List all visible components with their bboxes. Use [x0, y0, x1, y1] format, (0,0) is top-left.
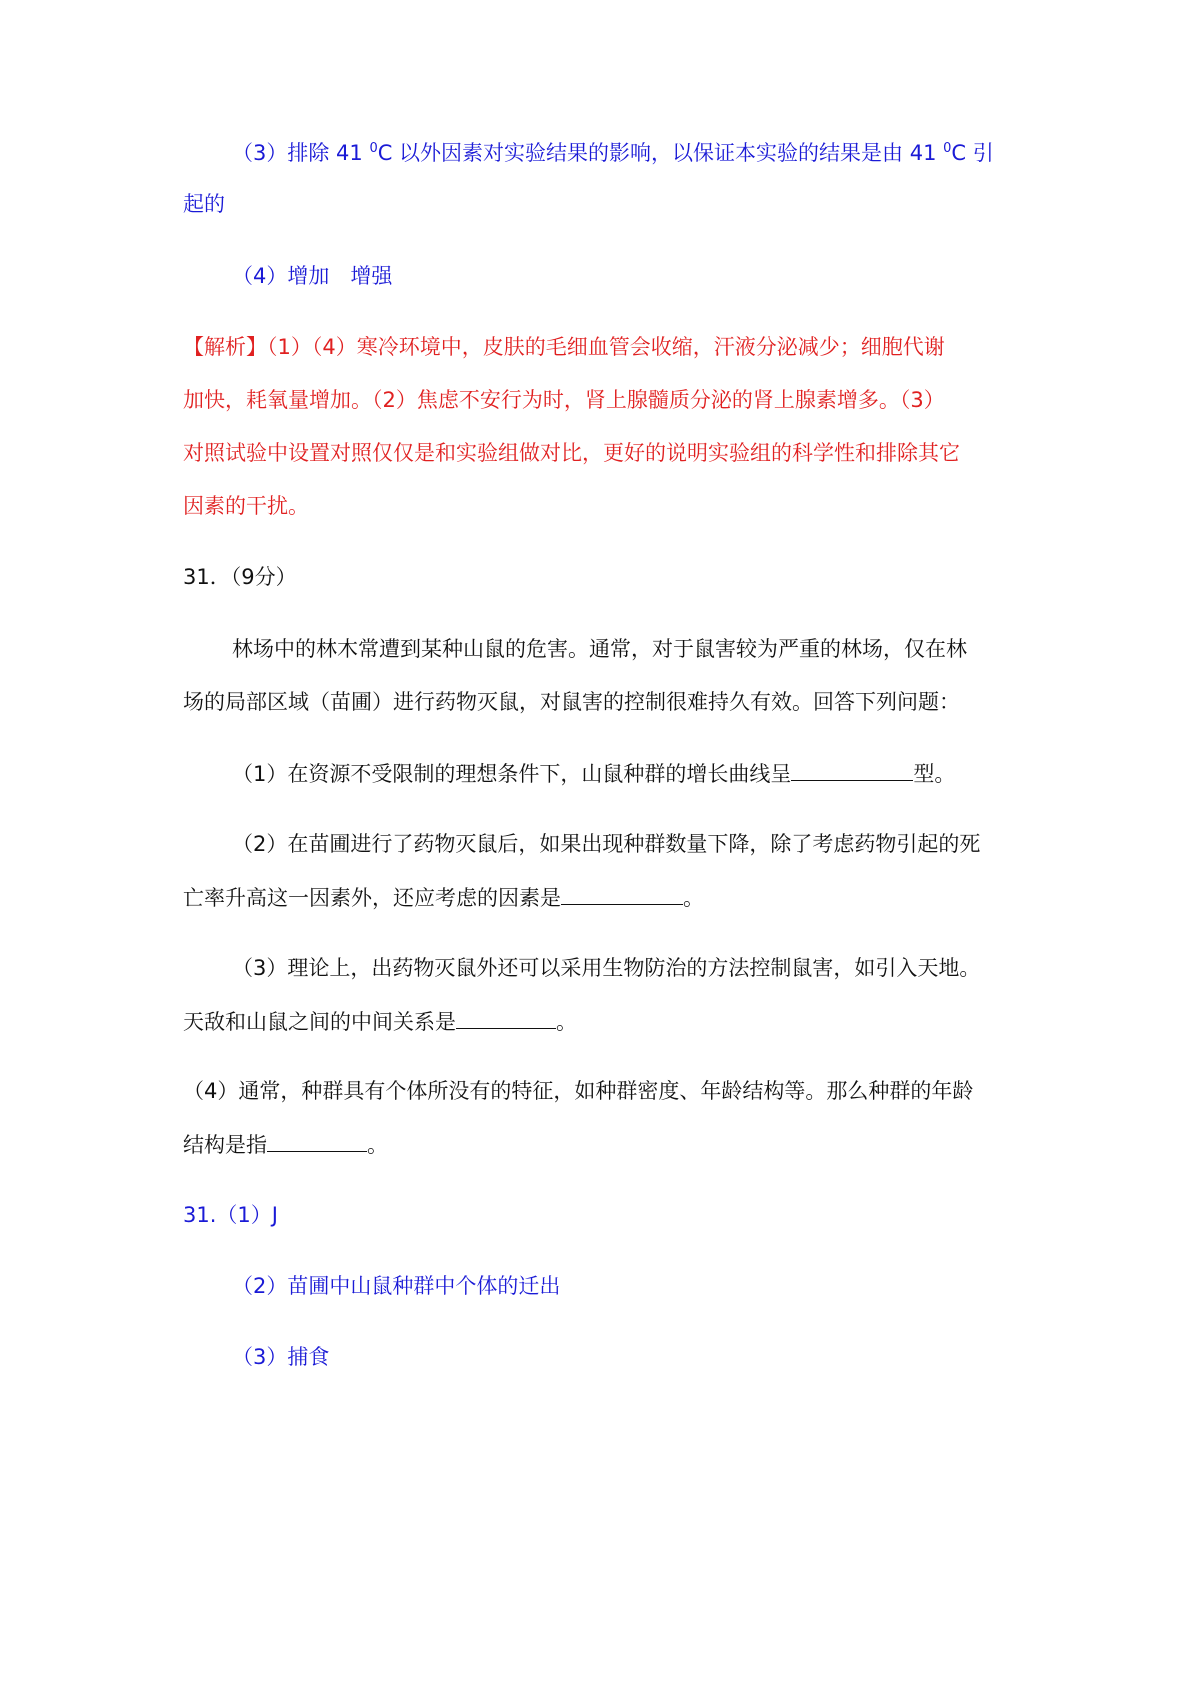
text-segment: （1）（4）寒冷环境中，皮肤的毛细血管会收缩，汗液分泌减少；细胞代谢 — [267, 335, 945, 359]
question-31-header: 31．（9分） — [183, 565, 297, 589]
question-4-line1: （4）通常，种群具有个体所没有的特征，如种群密度、年龄结构等。那么种群的年龄 — [183, 1079, 974, 1103]
superscript-degree: 0 — [369, 141, 378, 156]
analysis-line2: 加快，耗氧量增加。（2）焦虑不安行为时，肾上腺髓质分泌的肾上腺素增多。（3） — [183, 388, 945, 412]
answer-4: （4）增加 增强 — [232, 264, 393, 288]
question-4-line2 — [183, 1129, 1043, 1160]
answer-3-line2: 起的 — [183, 192, 225, 216]
text-segment: 。 — [367, 1133, 388, 1157]
text-segment: （3）排除 41 — [232, 141, 370, 165]
text-segment: 型。 — [913, 762, 956, 786]
text-segment: 。 — [683, 886, 704, 910]
text-segment: C 以外因素对实验结果的影响，以保证本实验的结果是由 41 — [377, 141, 944, 165]
text-segment: 天敌和山鼠之间的中间关系是 — [183, 1010, 456, 1034]
question-1 — [232, 758, 1042, 789]
answer-blank — [791, 758, 913, 781]
text-segment: 结构是指 — [183, 1133, 267, 1157]
text-segment: （1）在资源不受限制的理想条件下，山鼠种群的增长曲线呈 — [232, 762, 792, 786]
answer-3-line1 — [232, 138, 1042, 168]
answer-31-2: （2）苗圃中山鼠种群中个体的迁出 — [232, 1274, 561, 1298]
question-2-line1: （2）在苗圃进行了药物灭鼠后，如果出现种群数量下降，除了考虑药物引起的死 — [232, 832, 981, 856]
question-3-line2 — [183, 1006, 1043, 1037]
analysis-line3: 对照试验中设置对照仅仅是和实验组做对比，更好的说明实验组的科学性和排除其它 — [183, 441, 960, 465]
superscript-degree: 0 — [943, 141, 952, 156]
analysis-tag: 【解析】 — [183, 335, 267, 359]
question-2-line2 — [183, 882, 1043, 913]
text-segment: 。 — [556, 1010, 577, 1034]
analysis-line4: 因素的干扰。 — [183, 494, 309, 518]
question-stem-line2: 场的局部区域（苗圃）进行药物灭鼠，对鼠害的控制很难持久有效。回答下列问题： — [183, 690, 960, 714]
answer-31-1: 31.（1）J — [183, 1203, 278, 1227]
text-segment: 亡率升高这一因素外，还应考虑的因素是 — [183, 886, 561, 910]
answer-blank — [456, 1006, 556, 1029]
answer-31-3: （3）捕食 — [232, 1345, 330, 1369]
answer-blank — [561, 882, 683, 905]
question-3-line1: （3）理论上，出药物灭鼠外还可以采用生物防治的方法控制鼠害，如引入天地。 — [232, 956, 981, 980]
text-segment: C 引 — [951, 141, 994, 165]
question-stem-line1: 林场中的林木常遭到某种山鼠的危害。通常，对于鼠害较为严重的林场，仅在林 — [232, 637, 967, 661]
answer-blank — [267, 1129, 367, 1152]
analysis-line1 — [183, 332, 1043, 362]
